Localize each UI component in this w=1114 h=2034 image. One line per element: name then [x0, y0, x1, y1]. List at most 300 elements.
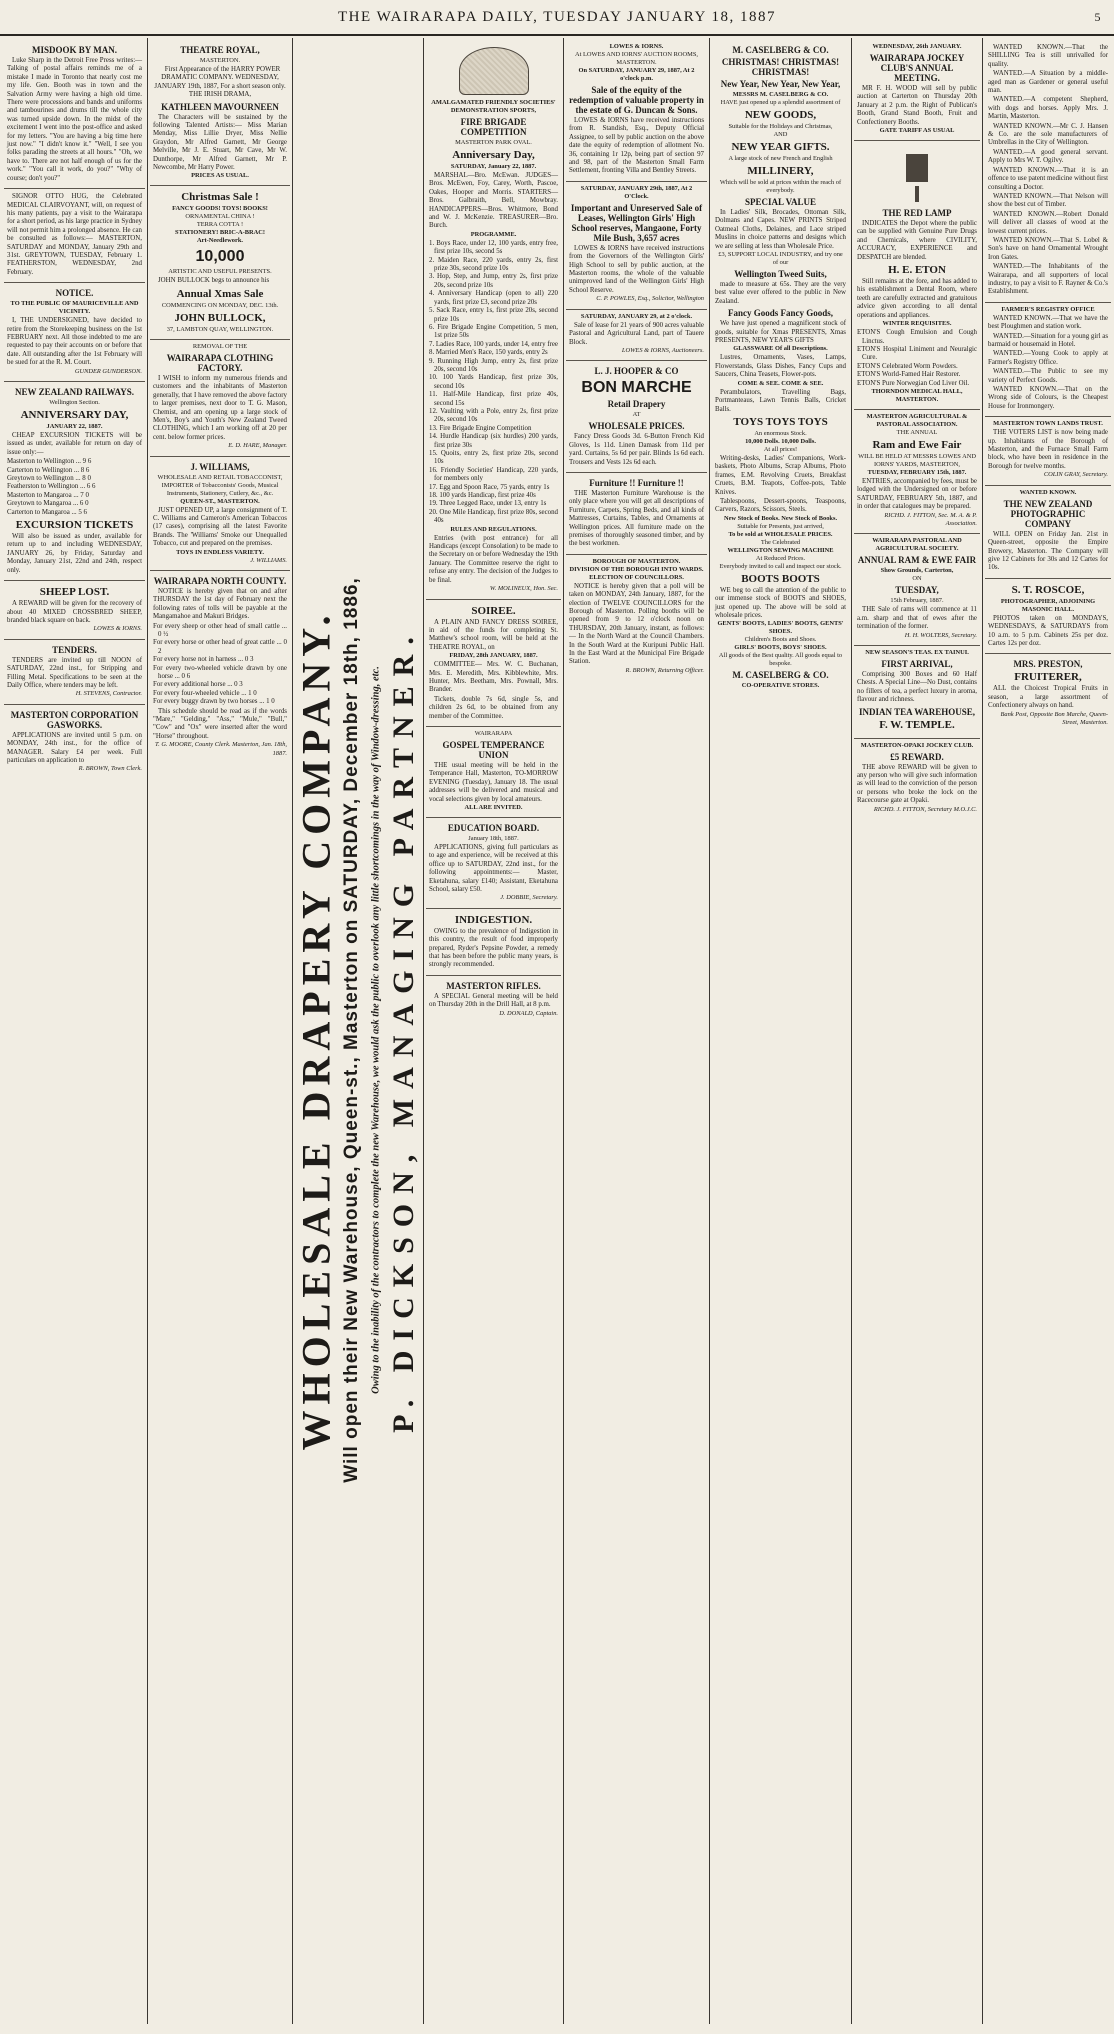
ad-line: The Celebrated — [760, 538, 801, 546]
list-item: 17. Egg and Spoon Race, 75 yards, entry 1s — [429, 483, 550, 491]
ad-subtitle: PHOTOGRAPHER, ADJOINING MASONIC HALL. — [1000, 597, 1096, 613]
list-item: 13. Fire Brigade Engine Competition — [429, 424, 532, 432]
ad-body: JOHN BULLOCK begs to announce his — [158, 277, 270, 285]
ad-body: Lustres, Ornaments, Vases, Lamps, Flowerstands, Glass Dishes, Fancy Cups and Saucers, China Teasets, Flower-pots. — [715, 354, 846, 379]
ad-title: MRS. PRESTON, — [1013, 659, 1083, 670]
classified-item: WANTED KNOWN.—That S. Lobel & Son's have on hand Ornamental Wrought Iron Gates. — [988, 236, 1108, 261]
theatre-ad — [150, 40, 290, 186]
ad-line: STATIONERY! BRIC-A-BRAC! — [175, 229, 265, 237]
ad-venue: MASTERTON PARK OVAL. — [455, 139, 532, 146]
ad-signature: COLIN GRAY, Secretary. — [1043, 471, 1108, 479]
ad-date: 15th February, 1887. — [890, 597, 944, 605]
county-ad — [150, 571, 290, 763]
ad-signature: W. MOLINEUX, Hon. Sec. — [489, 585, 558, 593]
ad-line: THE ANNUAL — [896, 428, 938, 436]
ad-line: MESSRS M. CASELBERG & CO. — [732, 91, 829, 98]
ad-line: Children's Boots and Shoes. — [744, 636, 817, 644]
ad-signature: Bank Post, Opposite Bon Marche, Queen-Street, Masterton. — [1000, 710, 1108, 726]
ad-line: AT — [632, 411, 641, 419]
millinery-title: MILLINERY, — [747, 165, 814, 177]
ad-subtitle: Retail Drapery — [607, 399, 666, 410]
rules-body: Entries (with post entrance) for all Handicaps (except Consolation) to be made to the Secretary on or before Wednesday the 19th January. The Committee reserve the right to refuse any entry. The decision of the Judges to be final. — [429, 534, 558, 584]
tickets: Tickets, double 7s 6d, single 5s, and children 2s 6d, to be obtained from any member of the Committee. — [429, 695, 558, 720]
article-body: Luke Sharp in the Detroit Free Press writes:—Talking of postal affairs reminds me of a mistake I made in Toronto that nearly cost me my life. Gen. Booth was in town and the Salvation Army were having a high old time. There were processions and bands and uniforms and tambourines and drums till the whole city was turned upside down. In the midst of the excitement I went into the post-office and asked for my letters. "You are having a big time here just now." "I didn't know it." "Well, I see you folks parading the streets at all hours." "Oh, we have to. There are not half enough of us for the work." "You call it work, do you?" "Why of course; don't you?" — [7, 57, 142, 182]
ad-title: GOSPEL TEMPERANCE UNION — [442, 739, 545, 760]
ad-place: MASTERTON. — [199, 57, 241, 64]
caselberg-ad — [712, 40, 849, 695]
masthead-title: THE WAIRARAPA DAILY, TUESDAY JANUARY 18, 1887 — [338, 8, 776, 25]
ad-signature: LOWES & IORNS. — [93, 625, 142, 633]
ad-body: THE Masterton Furniture Warehouse is the only place where you will get all descriptions of Furniture, Carpets, Spring Beds, and all kinds of Mattresses, Curtains, Tables, and Ornaments at Wellington prices. All furniture made on the premises of thoroughly seasoned timber, and by the best workmen. — [569, 489, 704, 548]
ad-day: TUESDAY, — [895, 585, 939, 596]
big-number: 10,000 — [195, 248, 245, 266]
list-item: Masterton to Mangaroa ... 7 0 — [7, 491, 89, 499]
ad-title: Sale of the equity of the redemption of valuable property in the estate of G. Duncan & Sons. — [569, 85, 704, 115]
ad-title: SHEEP LOST. — [39, 586, 110, 599]
ad-line: GATE TARIFF AS USUAL — [879, 127, 955, 135]
ad-subtitle: WHOLESALE AND RETAIL TOBACCONIST, IMPORTER of Tobacconists' Goods, Musical Instruments, Stationery, Cutlery, &c., &c. — [157, 473, 283, 497]
ad-body: A REWARD will be given for the recovery of about 40 MIXED CROSSBRED SHEEP, branded black square on back. — [7, 600, 142, 624]
classified-item: WANTED.—A good general servant. Apply to Mrs W. T. Ogilvy. — [988, 148, 1108, 165]
list-item: Carterton to Wellington ... 8 6 — [7, 466, 90, 474]
new-year-gifts-title: NEW YEAR GIFTS. — [731, 141, 830, 153]
ad-body: WE beg to call the attention of the public to our immense stock of BOOTS and SHOES, just opened up. The above will be sold at wholesale prices. — [715, 586, 846, 619]
ad-line: ALL ARE INVITED. — [464, 804, 523, 811]
officials: MARSHAL—Bro. McEwan. JUDGES—Bros. McEwen, Foy, Carey, Worth, Pascoe, Oakes, Hooper and Morris. STARTERS—Bros. Galbraith, Bell, Mowbray. HANDICAPPERS—Bros. Whitmore, Bond and W. J. McKenzie. TREASURER—Bro. Burch. — [429, 172, 558, 230]
anniversary-date: JANUARY 22, 1887. — [46, 423, 103, 430]
drapery-notice-line: Owing to the inability of the contractors to complete the new Warehouse, we would ask the public to overlook any little shortcomings in the way of Window-dressing, etc. — [370, 666, 382, 1394]
ad-title: REMOVAL OF THE — [192, 342, 248, 350]
ad-body: LOWES & IORNS have received instructions from the Governors of the Wellington Girls' High School to sell by public auction, at the Masterton rooms, the whole of the valuable unimproved land of the Wellington Girls' High School Reserve. — [569, 244, 704, 294]
town-lands-ad — [985, 417, 1111, 485]
ad-title: J. WILLIAMS, — [190, 461, 250, 472]
classified-item: WANTED KNOWN.—That it is an offence to use patent medicine without first consulting a Doctor. — [988, 166, 1108, 191]
ad-body: ALL the Choicest Tropical Fruits in season, a large assortment of Confectionery always on hand. — [988, 685, 1108, 710]
anniversary-title: ANNIVERSARY DAY, — [20, 409, 129, 421]
indigestion-ad — [426, 909, 561, 976]
ad-body: Perambulators, Travelling Bags, Portmanteaus, Lawn Tennis Balls, Cricket Balls. — [715, 388, 846, 413]
classified-item: WANTED.—Situation for a young girl as barmaid or housemaid in Hotel. — [988, 332, 1108, 348]
ad-line: ON — [912, 575, 922, 583]
ad-body: MR F. H. WOOD will sell by public auction at Carterton on Thursday 20th January at 2 p.m. the Right of Publican's Booth, Grand Stand Booth, Fruit and Confectionery Booths. — [857, 85, 977, 126]
ad-title: WAIRARAPA NORTH COUNTY. — [153, 575, 287, 586]
new-goods-title: NEW GOODS, — [744, 109, 817, 121]
lowes-tauere-ad — [566, 310, 707, 362]
ad-body: APPLICATIONS are invited until 5 p.m. on MONDAY, 24th inst., for the office of MANAGER. Salary £4 per week. Full particulars on application to — [7, 731, 142, 764]
list-item: Masterton to Wellington ... 9 6 — [7, 458, 92, 466]
ad-body: LOWES & IORNS have received instructions from R. Standish, Esq., Deputy Official Assignee, to sell by public auction on the above date the equity of redemption of allotment No. 36, containing 1r 12p, being part of section 97 and 98, part of the Masterton Small Farm Settlement, fronting Villa and Bentley Streets. — [569, 117, 704, 175]
column-rule — [709, 38, 710, 2024]
list-item: ETON'S Pure Norwegian Cod Liver Oil. — [857, 379, 970, 387]
ad-line: All goods of the Best quality. All goods equal to bespoke. — [718, 652, 843, 668]
christmas-banner: CHRISTMAS! CHRISTMAS! CHRISTMAS! — [721, 57, 840, 77]
list-item: For every additional horse ... 0 3 — [153, 681, 243, 689]
list-item: 11. Half-Mile Handicap, first prize 40s, second 15s — [429, 391, 558, 407]
tea-ad — [854, 646, 980, 739]
ad-subtitle: ANNUAL RAM & EWE FAIR — [857, 555, 977, 566]
ad-signature: R. BROWN, Town Clerk. — [78, 765, 142, 773]
ad-body: TENDERS are invited up till NOON of SATURDAY, 22nd inst., for Stripping and Filling Metal. Specifications to be seen at the Daily Office, where tenders may be left. — [7, 656, 142, 689]
ad-signature: RICHD. J. FITTON, Secretary M.O.J.C. — [873, 805, 977, 813]
classified-item: WANTED KNOWN.—That we have the best Ploughmen and station work. — [988, 314, 1108, 331]
page-number: 5 — [1094, 9, 1102, 24]
ad-note: This schedule should be read as if the words "Mare," "Gelding," "Ass," "Mule," "Bull," "Cow" and "Ox" were inserted after the word "Horse" throughout. — [153, 707, 287, 740]
ad-line: COME & SEE. COME & SEE. — [737, 379, 824, 387]
ad-subtitle: Wellington Section. — [49, 399, 100, 406]
column-rule — [563, 38, 564, 2024]
list-item: For every sheep or other head of small cattle ... 0 ½ — [153, 622, 287, 638]
list-item: ETON'S Hospital Liniment and Neuralgic Cure. — [857, 345, 977, 362]
ad-line: WINTER REQUISITES. — [882, 320, 952, 328]
ad-title: THE RED LAMP — [882, 208, 952, 219]
ad-signature: H. H. WOLTERS, Secretary. — [904, 631, 977, 639]
eton-products — [857, 329, 977, 388]
photo-company-ad — [985, 486, 1111, 579]
ad-body: OWING to the prevalence of Indigestion in this country, the result of food improperly prepared, Ryder's Pepsine Powder, a remedy that has been before the public many years, is strongly recommended. — [429, 927, 558, 969]
ad-title: THEATRE ROYAL, — [180, 45, 260, 55]
ad-title: M. CASELBERG & CO. — [732, 45, 829, 55]
column-1 — [4, 40, 145, 2022]
list-item: 14. Hurdle Handicap (six hurdles) 200 yards, first prize 30s — [429, 433, 558, 449]
column-rule — [423, 38, 424, 2024]
list-item: 20. One Mile Handicap, first prize 80s, second 40s — [429, 508, 558, 525]
ad-body: APPLICATIONS, giving full particulars as to age and experience, will be received at this office up to SATURDAY, 22nd inst., for the following appointments:— Master, Eketahuna, salary £140; Assistant, Eketahuna School, salary £50. — [429, 844, 558, 894]
misdook-article — [4, 40, 145, 189]
soiree-ad — [426, 600, 561, 727]
ram-fair-ad — [854, 410, 980, 534]
ad-subtitle: WAIRARAPA CLOTHING FACTORY. — [166, 352, 274, 373]
classified-item: WANTED KNOWN.—That Nelson will show the best cut of Timber. — [988, 192, 1108, 209]
lowes-leases-ad — [566, 182, 707, 310]
ad-body: SIGNOR OTTO HUG, the Celebrated MEDICAL CLAIRVOYANT, will, on request of his many patients, pay a visit to the Wairarapa for a short period, as his large practice in Sydney will not permit him a prolonged absence. He can be consulted as follows:— MASTERTON, SATURDAY and MONDAY, January 29th and 31st. GREYTOWN, TUESDAY, February 1. FEATHERSTON, WEDNESDAY, 2nd February. — [7, 193, 142, 276]
classified-item: WANTED.—A Situation by a middle-aged man as Gardener or general useful man. — [988, 70, 1108, 95]
vertical-banner-mid — [338, 40, 366, 2020]
ad-title: EDUCATION BOARD. — [447, 823, 540, 833]
cast-list: The Characters will be sustained by the following Talented Artists:— Miss Marian Menday, Miss Lillie Dryer, Miss Nellie Graydon, Mr Alfred Garnett, Mr George Melville, Mr J. E. Stuart, Mr Cave, Mr W. Dunthorpe, Mr Alfred Garnett, Mr P. Newcombe, Mr Harry Power. — [153, 113, 287, 172]
ad-title: INDIGESTION. — [454, 913, 533, 926]
ad-title: AMALGAMATED FRIENDLY SOCIETIES' DEMONSTRATION SPORTS, — [431, 99, 556, 114]
article-title: MISDOOK BY MAN. — [32, 45, 117, 55]
drapery-opening-line: Will open their New Warehouse, Queen-st., Masterton on SATURDAY, December 18th, 1886, — [341, 577, 362, 1483]
ad-line: £3, SUPPORT LOCAL INDUSTRY, and try one of our — [718, 251, 843, 267]
list-item: 4. Anniversary Handicap (open to all) 220 yards, first prize £3, second prize 20s — [429, 290, 558, 306]
column-8 — [985, 40, 1111, 2022]
ad-line: 10,000 Dolls. 10,000 Dolls. — [745, 437, 816, 445]
ad-line: GENTS' BOOTS, LADIES' BOOTS, GENTS' SHOES. — [717, 620, 844, 636]
ad-head: LOWES & IORNS. — [609, 43, 664, 50]
ad-line: COMMENCING ON MONDAY, DEC. 13th. — [161, 301, 279, 309]
demonstration-ad — [426, 40, 561, 600]
list-item: 2. Maiden Race, 220 yards, entry 2s, first prize 30s, second prize 10s — [429, 256, 558, 273]
ad-body: INDICATES the Depot where the public can be supplied with Genuine Pure Drugs and Chemicals, where CIVILITY, ACCURACY, EXPERIENCE and DESPATCH are blended. — [857, 220, 977, 261]
roscoe-ad — [985, 579, 1111, 655]
list-item: ETON'S World-Famed Hair Restorer. — [857, 371, 961, 379]
ad-body: ENTRIES, accompanied by fees, must be lodged with the Undersigned on or before SATURDAY, FEBRUARY 5th, 1887, and in order that catalogues may be prepared. — [857, 477, 977, 511]
vertical-banner-top — [294, 40, 338, 2020]
ad-title: THE NEW ZEALAND PHOTOGRAPHIC COMPANY — [1003, 498, 1093, 529]
boots-title: BOOTS BOOTS — [741, 572, 820, 585]
rules-title: RULES AND REGULATIONS. — [450, 525, 537, 533]
classified-item: WANTED KNOWN.—Mr C. J. Hansen & Co. are the sole manufacturers of Umbrellas in the City of Wellington. — [988, 122, 1108, 147]
ad-body: Still remains at the fore, and has added to his establishment a Dental Room, where teeth are carefully extracted and gratuitous advice given according to all dental operations and appliances. — [857, 278, 977, 319]
programme-list — [429, 240, 558, 526]
new-year-banner: New Year, New Year, New Year, — [720, 79, 841, 89]
firm-name: L. J. HOOPER & CO — [594, 366, 679, 377]
play-title: KATHLEEN MAVOURNEEN — [161, 101, 279, 112]
ad-title: Important and Unreserved Sale of Leases, Wellington Girls' High School reserves, Mangaone, Forty Mile Bush, 3,657 acres — [570, 202, 703, 243]
list-item: Greytown to Mangaroa ... 6 0 — [7, 500, 89, 508]
ad-title: FARMER'S REGISTRY OFFICE — [1001, 305, 1095, 313]
footer-sub: CO-OPERATIVE STORES. — [741, 682, 820, 690]
sheep-ad — [4, 581, 145, 640]
ad-body: CHEAP EXCURSION TICKETS will be issued as under, available for return on day of issue only:— — [7, 432, 142, 456]
ad-body: THE Sale of rams will commence at 11 a.m. sharp and that of ewes after the termination of the former. — [857, 606, 977, 631]
wanted-ads — [985, 40, 1111, 303]
list-item: ETON'S Celebrated Worm Powders. — [857, 362, 958, 370]
list-item: 6. Fire Brigade Engine Competition, 5 men, 1st prize 50s — [429, 323, 558, 340]
ad-body: We have just opened a magnificent stock of goods, suitable for Xmas PRESENTS, Xmas PRESENTS, NEW YEAR'S GIFTS — [715, 320, 846, 345]
list-item: 3. Hop, Step, and Jump, entry 2s, first prize 20s, second prize 10s — [429, 273, 558, 289]
ad-title: BOROUGH OF MASTERTON. — [592, 557, 681, 565]
ad-body: I, THE UNDERSIGNED, have decided to retire from the Storekeeping business on the 1st FEBRUARY next. All those indebted to me are requested to pay their accounts on or before that date. All outstanding after the 1st February will be sued for at the R. M. Court. — [7, 317, 142, 367]
williams-ad — [150, 457, 290, 571]
red-lamp-ad — [854, 141, 980, 410]
notice-ad — [4, 283, 145, 382]
ad-signature: D. DONALD, Captain. — [499, 1009, 558, 1017]
ad-body: THE above REWARD will be given to any person who will give such information as will lead to the conviction of the person or persons who broke the lock on the Racecourse gate at Opaki. — [857, 763, 977, 805]
ad-date: TUESDAY, FEBRUARY 15th, 1887. — [867, 468, 967, 476]
ad-line: Suitable for the Holidays and Christmas, — [728, 123, 833, 130]
column-2 — [150, 40, 290, 2022]
ad-title: S. T. ROSCOE, — [1011, 583, 1085, 596]
ad-line: An enormous Stock. — [754, 429, 807, 437]
ad-title: MASTERTON RIFLES. — [446, 980, 541, 991]
ad-line: Which will be sold at prices within the reach of everybody. — [719, 179, 842, 194]
ad-line: WANTED KNOWN. — [1019, 488, 1077, 496]
list-item: For every four-wheeled vehicle ... 1 0 — [153, 689, 257, 697]
ad-title: MASTERTON-OPAKI JOCKEY CLUB. — [860, 741, 974, 749]
lamp-illustration — [897, 148, 937, 204]
column-rule — [982, 38, 983, 2024]
ad-subtitle: FRUITERER, — [1014, 671, 1082, 684]
ad-body: In Ladies' Silk, Brocades, Ottoman Silk, Dolmans and Capes. NEW PRINTS Striped Oatmeal Cloths, Delaines, and Lace striped Muslins in choice patterns and designs which we are selling at less than Wholesale Price. — [715, 209, 846, 250]
column-rule — [147, 38, 148, 2024]
ad-signature: C. P. POWLES, Esq., Solicitor, Wellington — [596, 295, 704, 303]
ad-body: Comprising 300 Boxes and 60 Half Chests. A Special Line—No Dust, contains no fillers of tea, a perfect luxury in aroma, flavour and richness. — [857, 671, 977, 704]
list-item: For every horse not in harness ... 0 3 — [153, 656, 254, 664]
list-item: Greytown to Wellington ... 8 0 — [7, 475, 91, 483]
annual-sale-title: Annual Xmas Sale — [176, 287, 264, 300]
lowes-auction-ad — [566, 40, 707, 182]
ad-line: To be sold at WHOLESALE PRICES. — [728, 530, 833, 538]
column-6 — [712, 40, 849, 2022]
list-item: Carterton to Mangaroa ... 5 6 — [7, 508, 87, 516]
ad-line: HAVE just opened up a splendid assortment of — [720, 99, 841, 106]
special-value-title: SPECIAL VALUE — [745, 197, 816, 207]
ad-subtitle: DIVISION OF THE BOROUGH INTO WARDS. — [569, 565, 704, 573]
bon-marche-ad — [566, 361, 707, 473]
list-item: For every buggy drawn by two horses ... 1 0 — [153, 698, 275, 706]
ad-signature: GUNDER GUNDERSON. — [74, 367, 142, 375]
rifles-ad — [426, 976, 561, 1023]
ad-body: First Appearance of the HARRY POWER DRAMATIC COMPANY. WEDNESDAY, JANUARY 19th, 1887, For a short season only. THE IRISH DRAMA, — [154, 66, 286, 99]
ad-date: SATURDAY, January 22, 1887. — [450, 163, 537, 170]
list-item: 15. Quoits, entry 2s, first prize 20s, second 10s — [429, 450, 558, 466]
ad-place: QUEEN-ST., MASTERTON. — [180, 497, 260, 505]
drapery-manager-line: P. DICKSON, MANAGING PARTNER. — [387, 627, 420, 1433]
tolls-list — [153, 623, 287, 707]
list-item: For every two-wheeled vehicle drawn by one horse ... 0 6 — [153, 664, 287, 681]
classified-item: WANTED.—Young Cook to apply at Farmer's Registry Office. — [988, 350, 1108, 366]
opaki-ad — [854, 739, 980, 819]
ad-signature: T. G. MOORE, County Clerk. Masterton, Jan. 18th, 1887. — [155, 741, 287, 757]
column-4 — [426, 40, 561, 2022]
vertical-banner-low — [366, 40, 386, 2020]
drapery-company-title: WHOLESALE DRAPERY COMPANY. — [294, 609, 338, 1451]
classified-item: WANTED.—The Inhabitants of the Wairarapa, and all supporters of local industry, to pay a visit to F. Rayner & Co.'s Establishment. — [988, 263, 1108, 296]
furniture-ad — [566, 473, 707, 555]
ad-body: A SPECIAL General meeting will be held on Thursday 20th in the Drill Hall, at 8 p.m. — [429, 992, 558, 1009]
ad-date: On SATURDAY, JANUARY 29, 1887, At 2 o'clock p.m. — [578, 67, 695, 82]
ad-line: ARTISTIC AND USEFUL PRESENTS. — [168, 268, 272, 276]
ad-line: Show Grounds, Carterton, — [880, 567, 954, 575]
gospel-ad — [426, 727, 561, 818]
xmas-sale-ad — [150, 186, 290, 339]
ad-subtitle: ELECTION OF COUNCILLORS. — [589, 573, 684, 581]
ad-subtitle: £5 REWARD. — [890, 751, 944, 762]
gasworks-ad — [4, 705, 145, 779]
ad-body: THE VOTERS LIST is now being made up. Inhabitants of the Borough of Masterton, and the Furnace Small Farm block, who have been in residence in the Borough for twelve months. — [988, 429, 1108, 470]
ad-line: At Reduced Prices. — [755, 554, 806, 562]
column-7 — [854, 40, 980, 2022]
ad-subtitle: FIRST ARRIVAL, — [881, 659, 953, 669]
ad-title: WAIRARAPA PASTORAL AND AGRICULTURAL SOCIETY. — [872, 537, 962, 553]
ad-body: Sale of lease for 21 years of 900 acres valuable Pastoral and Agricultural Land, part of Tauere Block. — [569, 321, 704, 346]
ad-title: MASTERTON TOWN LANDS TRUST. — [993, 420, 1103, 428]
ad-body: Tablespoons, Dessert-spoons, Teaspoons, Carvers, Razors, Scissors, Steels. — [715, 497, 846, 514]
merchant-name: F. W. TEMPLE. — [879, 718, 955, 731]
masthead — [0, 0, 1114, 36]
ad-signature: E. D. HARE, Manager. — [228, 442, 287, 450]
classified-item: WANTED KNOWN.—That the SHILLING Tea is still unrivalled for quality. — [988, 44, 1108, 68]
ad-title: NEW ZEALAND RAILWAYS. — [15, 387, 134, 397]
ad-subtitle: FANCY GOODS! TOYS! BOOKS! — [172, 205, 268, 213]
ad-signature: H. STEVENS, Contractor. — [75, 690, 142, 698]
column-rule — [292, 38, 293, 2024]
ad-signature: J. DOBBIE, Secretary. — [500, 894, 558, 902]
list-item: 12. Vaulting with a Pole, entry 2s, first prize 20s, second 10s — [429, 407, 558, 424]
warehouse-name: INDIAN TEA WAREHOUSE, — [859, 706, 975, 717]
ad-line: A large stock of new French and English — [728, 155, 833, 162]
ad-line: Suitable for Presents, just arrived, — [737, 522, 824, 530]
ad-body: THE usual meeting will be held in the Temperance Hall, Masterton, TO-MORROW EVENING (Tuesday), January 18. The usual addresses will be delivered and musical and vocal selections given by local amateurs. — [429, 761, 558, 803]
programme-title: PROGRAMME. — [470, 230, 517, 238]
ad-date: January 18th, 1887. — [468, 835, 519, 842]
list-item: 1. Boys Race, under 12, 100 yards, entry free, first prize 10s, second 5s — [429, 239, 558, 256]
ad-body: WILL OPEN on Friday Jan. 21st in Queen-street, opposite the Empire Brewery, Masterton. The Company will give 12 Cabinets for 30s and 12 Cartes for 10s. — [988, 530, 1108, 572]
farmers-registry-ads — [985, 303, 1111, 417]
ad-place: WAIRARAPA — [474, 729, 513, 737]
ad-line: GLASSWARE Of all Descriptions. — [733, 345, 828, 353]
ad-title: Furniture !! Furniture !! — [589, 477, 684, 488]
list-item: 7. Ladies Race, 100 yards, under 14, entry free — [429, 340, 558, 348]
chemist-name: H. E. ETON — [888, 264, 946, 277]
ad-date: FRIDAY, 28th JANUARY, 1887. — [449, 652, 538, 660]
ad-line: New Stock of Books. New Stock of Books. — [723, 514, 838, 522]
list-item: 16. Friendly Societies' Handicap, 220 yards, for members only — [429, 466, 558, 483]
ad-body: NOTICE is hereby given that a poll will be taken on MONDAY, 24th January, 1887, for the election of TWELVE COUNCILLORS for the Borough of Masterton. Polling booths will be opened from 9 to 12 o'clock noon on THURSDAY, 20th January, instant, as follows:— In the North Ward at the Council Chambers. In the South Ward at the Kuripuni Public Hall. In the East Ward at the Municipal Fire Brigade Station. — [569, 582, 704, 666]
ad-day: Anniversary Day, — [452, 149, 535, 161]
jockey-ad — [854, 40, 980, 141]
ad-body: NOTICE is hereby given that on and after THURSDAY the 1st day of February next the following rates of tolls will be payable at the Mangamahoe and Makuri Bridges. — [153, 587, 287, 621]
ad-body: Will also be issued as under, available for return up to and including WEDNESDAY, JANUARY 26, by Friday, Saturday and Monday, January 21st, 22nd and 24th, respect only. — [7, 533, 142, 574]
ad-line: AND — [773, 131, 788, 138]
ram-fair-title: Ram and Ewe Fair — [872, 438, 962, 451]
ad-body: PHOTOS taken on MONDAYS, WEDNESDAYS, & SATURDAYS from 10 a.m. to 5 p.m. Cabinets 25s per doz. Cartes 12s per doz. — [988, 614, 1108, 647]
ad-signature: R. BROWN, Returning Officer. — [625, 666, 704, 674]
classified-item: WANTED.—A competent Shepherd, with dogs and horses. Apply Mrs. J. Martin, Masterton. — [988, 96, 1108, 121]
ad-body: made to measure at 65s. They are the very best value ever offered to the public in New Zealand. — [715, 281, 846, 305]
ad-line: Art-Needlework. — [197, 237, 243, 245]
excursion-title: EXCURSION TICKETS — [15, 519, 134, 532]
committee: COMMITTEE— Mrs. W. C. Buchanan, Mrs. E. Meredith, Mrs. Kibblewhite, Mrs. Hunter, Mrs. Beetham, Mrs. Pownall, Mrs. Brander. — [429, 661, 558, 694]
ad-body: JUST OPENED UP, a large consignment of T. C. Williams and Cameron's American Tobaccos (17 cases), comprising all the latest Favorite Brands. The 'Williams' Smoke our Unequalled Tobacco, cut and prepared on the premises. — [153, 506, 287, 548]
classified-item: WANTED KNOWN.—Robert Donald will deliver all classes of wood at the lowest current prices. — [988, 210, 1108, 235]
ad-title: NEW SEASON'S TEAS. EX TAINUI. — [865, 649, 969, 656]
ad-body: I WISH to inform my numerous friends and customers and the inhabitants of Masterton generally, that I have removed the above factory to larger premises, next door to T. G. Mason, Chemist, and am opening up a large stock of Men's, Boy's and Youth's New Zealand Tweed CLOTHING, which I am working off at 20 per cent. below former prices. — [153, 374, 287, 441]
borough-ad — [566, 555, 707, 680]
carterton-fair-ad — [854, 534, 980, 646]
ad-title: NOTICE. — [55, 288, 94, 299]
list-item: 19. Three Legged Race, under 13, entry 1s — [429, 500, 547, 508]
ad-date: WEDNESDAY, 26th JANUARY. — [872, 43, 962, 50]
classified-item: WANTED.—The Public to see my variety of Perfect Goods. — [988, 368, 1108, 384]
vertical-banner-bottom — [386, 40, 422, 2020]
toys-title: TOYS TOYS TOYS — [733, 415, 828, 428]
ad-line: WELLINGTON SEWING MACHINE — [727, 546, 834, 554]
list-item: 18. 100 yards Handicap, first prize 40s — [429, 492, 536, 500]
crest-illustration — [459, 47, 529, 95]
list-item: 10. 100 Yards Handicap, first prize 30s, second 10s — [429, 374, 558, 390]
column-5 — [566, 40, 707, 2022]
tenders-ad — [4, 640, 145, 705]
ad-signature: LOWES & IORNS, Auctioneers. — [621, 346, 704, 354]
ad-title: SOIREE. — [471, 604, 516, 617]
list-item: 9. Running High Jump, entry 2s, first prize 20s, second 10s — [429, 357, 558, 373]
tweed-title: Wellington Tweed Suits, — [734, 269, 827, 280]
education-ad — [426, 818, 561, 909]
ad-signature: J. WILLIAMS. — [250, 556, 287, 564]
preston-ad — [985, 654, 1111, 732]
ad-title: TENDERS. — [52, 644, 97, 655]
ad-line: WHOLESALE PRICES. — [588, 421, 685, 432]
column-rule — [851, 38, 852, 2024]
ad-title: Christmas Sale ! — [181, 191, 259, 204]
removal-ad — [150, 340, 290, 457]
ad-title: MASTERTON CORPORATION GASWORKS. — [10, 709, 139, 730]
ad-line: TERRA COTTA ! — [196, 221, 244, 229]
ad-line: Everybody invited to call and inspect our stock. — [719, 562, 842, 570]
ad-title: BON MARCHE — [581, 379, 692, 397]
list-item: Featherston to Wellington ... 6 6 — [7, 483, 96, 491]
ad-body: Fancy Dress Goods 3d. 6-Button French Kid Gloves, 1s 11d. Linen Damask from 11d per yard. Curtains, 5s 6d per pair. Blinds 1s 6d each. Trousers and Vests 12s 6d each. — [569, 433, 704, 466]
ad-subtitle: TO THE PUBLIC OF MAURICEVILLE AND VICINITY. — [10, 300, 139, 316]
ad-date: SATURDAY, JANUARY 29th, 1887, At 2 O'Clock. — [580, 184, 693, 200]
ad-date: SATURDAY, JANUARY 29, at 2 o'clock. — [580, 312, 693, 320]
ad-line: THORNDON MEDICAL HALL, MASTERTON. — [871, 387, 963, 403]
list-item: 8. Married Men's Race, 150 yards, entry 2s — [429, 349, 548, 357]
ad-subtitle: FIRE BRIGADE COMPETITION — [460, 117, 527, 137]
